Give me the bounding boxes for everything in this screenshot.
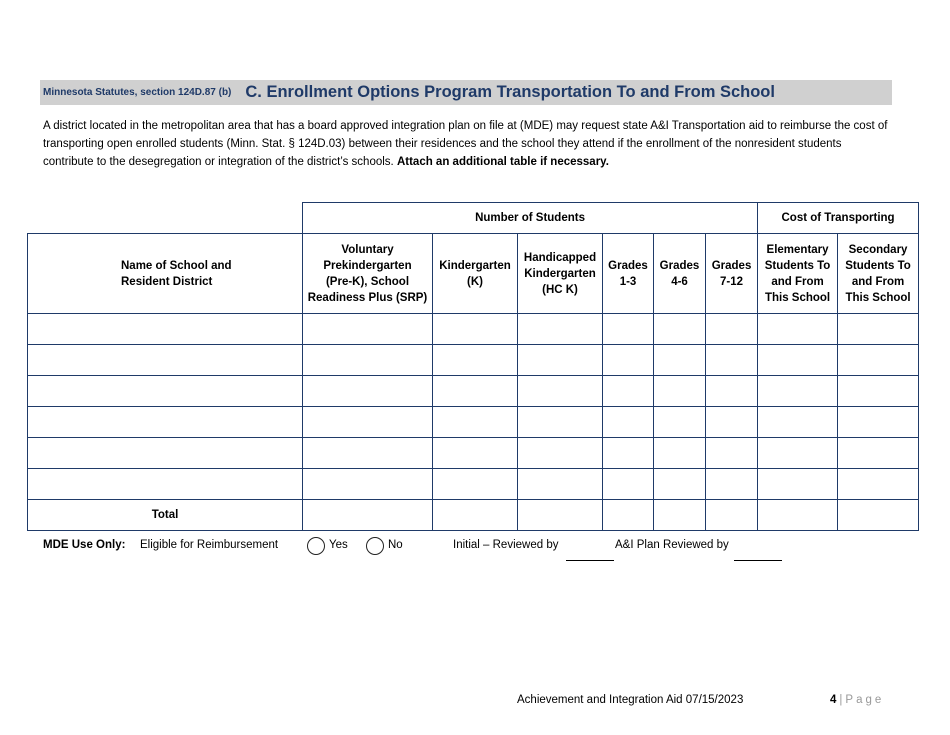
- intro-text: A district located in the metropolitan area that has a board approved integration plan on file at (MDE) may request state A&I Transportation aid to reimburse the cost of transporting open enrolled students (Minn. Stat. § 124D.03) between their residences and the school they attend if the enrollment of the nonresident students contribute to the desegregation or integration of the district’s schools.: [43, 120, 888, 168]
- elem-line2: Students To: [764, 259, 831, 272]
- g712-line1: Grades: [711, 259, 752, 272]
- hck-cell[interactable]: [518, 469, 603, 500]
- g46-cell[interactable]: [654, 407, 706, 438]
- table-row[interactable]: [28, 345, 919, 376]
- elem-cost-cell[interactable]: [758, 407, 838, 438]
- elem-line4: This School: [764, 291, 831, 304]
- intro-paragraph: [43, 117, 893, 171]
- g712-line2: 7-12: [720, 275, 744, 288]
- intro-bold-note: Attach an additional table if necessary.: [396, 156, 609, 168]
- number-of-students-header: Number of Students: [303, 203, 758, 234]
- sec-cost-cell[interactable]: [838, 469, 919, 500]
- prek-cell[interactable]: [303, 376, 433, 407]
- table-row[interactable]: [28, 407, 919, 438]
- g13-cell[interactable]: [603, 438, 654, 469]
- table-group-header-row: [28, 203, 919, 234]
- g46-cell[interactable]: [654, 438, 706, 469]
- cost-of-transporting-header: Cost of Transporting: [758, 203, 919, 234]
- elem-cost-cell[interactable]: [758, 438, 838, 469]
- sec-cost-cell[interactable]: [838, 314, 919, 345]
- hck-line2: Kindergarten: [524, 267, 596, 280]
- prek-cell[interactable]: [303, 438, 433, 469]
- eligible-label: Eligible for Reimbursement: [140, 539, 279, 551]
- g712-cell[interactable]: [706, 407, 758, 438]
- hck-line3: (HC K): [542, 283, 578, 296]
- no-radio[interactable]: [366, 537, 384, 555]
- sec-cost-cell[interactable]: [838, 438, 919, 469]
- g46-cell[interactable]: [654, 469, 706, 500]
- sec-line1: Secondary: [848, 243, 908, 256]
- sec-line3: and From: [851, 275, 905, 288]
- k-cell[interactable]: [433, 407, 518, 438]
- prek-cell[interactable]: [303, 314, 433, 345]
- hck-cell[interactable]: [518, 376, 603, 407]
- prek-line4: Readiness Plus (SRP): [307, 291, 428, 304]
- g46-cell[interactable]: [654, 314, 706, 345]
- g13-cell[interactable]: [603, 345, 654, 376]
- elem-cost-cell[interactable]: [758, 469, 838, 500]
- g712-cell[interactable]: [706, 376, 758, 407]
- yes-label: Yes: [329, 539, 348, 551]
- hck-cell[interactable]: [518, 407, 603, 438]
- secondary-cost-header: [838, 234, 919, 314]
- total-hck-cell[interactable]: [518, 500, 603, 531]
- k-cell[interactable]: [433, 345, 518, 376]
- elem-cost-cell[interactable]: [758, 314, 838, 345]
- elem-line3: and From: [771, 275, 824, 288]
- k-cell[interactable]: [433, 469, 518, 500]
- prek-line1: Voluntary: [341, 243, 394, 256]
- prek-line2: Prekindergarten: [323, 259, 412, 272]
- sec-cost-cell[interactable]: [838, 407, 919, 438]
- enrollment-table: [27, 202, 919, 531]
- elem-cost-cell[interactable]: [758, 345, 838, 376]
- k-cell[interactable]: [433, 438, 518, 469]
- ai-plan-reviewed-line[interactable]: [734, 560, 782, 561]
- page-number: [830, 694, 884, 706]
- school-name-cell[interactable]: [28, 469, 303, 500]
- hck-cell[interactable]: [518, 314, 603, 345]
- total-row: [28, 500, 919, 531]
- page-number-value: 4: [830, 694, 837, 706]
- page-separator: |: [839, 694, 843, 706]
- table-row[interactable]: [28, 438, 919, 469]
- no-label: No: [388, 539, 403, 551]
- table-row[interactable]: [28, 314, 919, 345]
- g712-cell[interactable]: [706, 345, 758, 376]
- g13-cell[interactable]: [603, 376, 654, 407]
- g46-cell[interactable]: [654, 376, 706, 407]
- g13-line1: Grades: [608, 259, 648, 272]
- g13-cell[interactable]: [603, 407, 654, 438]
- statute-reference: Minnesota Statutes, section 124D.87 (b): [43, 87, 232, 98]
- grades-4-6-header: [654, 234, 706, 314]
- mde-use-only-label: MDE Use Only:: [43, 539, 126, 551]
- g712-cell[interactable]: [706, 314, 758, 345]
- section-header-bar: [40, 80, 892, 105]
- grades-7-12-header: [706, 234, 758, 314]
- sec-cost-cell[interactable]: [838, 345, 919, 376]
- total-elem-cost-cell[interactable]: [758, 500, 838, 531]
- page-word: Page: [845, 694, 885, 706]
- name-header-line2: Resident District: [121, 275, 213, 288]
- k-line2: (K): [467, 275, 483, 288]
- initial-reviewed-label: Initial – Reviewed by: [453, 539, 559, 551]
- school-name-cell[interactable]: [28, 345, 303, 376]
- prek-cell[interactable]: [303, 345, 433, 376]
- table-column-header-row: [28, 234, 919, 314]
- mde-use-only-section: [43, 537, 843, 557]
- total-g712-cell[interactable]: [706, 500, 758, 531]
- k-cell[interactable]: [433, 314, 518, 345]
- prek-cell[interactable]: [303, 407, 433, 438]
- g13-line2: 1-3: [619, 275, 637, 288]
- kindergarten-header: [433, 234, 518, 314]
- handicapped-kindergarten-header: [518, 234, 603, 314]
- g13-cell[interactable]: [603, 314, 654, 345]
- total-g13-cell[interactable]: [603, 500, 654, 531]
- prek-header: [303, 234, 433, 314]
- table-row[interactable]: [28, 376, 919, 407]
- sec-line4: This School: [845, 291, 911, 304]
- g13-cell[interactable]: [603, 469, 654, 500]
- section-title: C. Enrollment Options Program Transportation To and From School: [245, 83, 775, 101]
- total-k-cell[interactable]: [433, 500, 518, 531]
- g46-cell[interactable]: [654, 345, 706, 376]
- prek-line3: (Pre-K), School: [325, 275, 410, 288]
- footer-text: Achievement and Integration Aid 07/15/2023: [517, 694, 744, 706]
- school-name-cell[interactable]: [28, 376, 303, 407]
- school-name-cell[interactable]: [28, 314, 303, 345]
- hck-cell[interactable]: [518, 438, 603, 469]
- total-g46-cell[interactable]: [654, 500, 706, 531]
- hck-line1: Handicapped: [523, 251, 597, 264]
- name-of-school-header: [28, 234, 303, 314]
- g46-line1: Grades: [659, 259, 700, 272]
- prek-cell[interactable]: [303, 469, 433, 500]
- school-name-cell[interactable]: [28, 407, 303, 438]
- elem-cost-cell[interactable]: [758, 376, 838, 407]
- table-row[interactable]: [28, 469, 919, 500]
- total-prek-cell[interactable]: [303, 500, 433, 531]
- sec-line2: Students To: [845, 259, 911, 272]
- name-header-line1: Name of School and: [121, 259, 232, 272]
- initial-reviewed-line[interactable]: [566, 560, 614, 561]
- yes-radio[interactable]: [307, 537, 325, 555]
- sec-cost-cell[interactable]: [838, 376, 919, 407]
- g46-line2: 4-6: [671, 275, 688, 288]
- elementary-cost-header: [758, 234, 838, 314]
- g712-cell[interactable]: [706, 469, 758, 500]
- elem-line1: Elementary: [766, 243, 829, 256]
- hck-cell[interactable]: [518, 345, 603, 376]
- school-name-cell[interactable]: [28, 438, 303, 469]
- ai-plan-reviewed-label: A&I Plan Reviewed by: [615, 539, 729, 551]
- k-cell[interactable]: [433, 376, 518, 407]
- k-line1: Kindergarten: [439, 259, 511, 272]
- blank-corner-cell: [28, 203, 303, 234]
- g712-cell[interactable]: [706, 438, 758, 469]
- total-label: Total: [28, 500, 303, 531]
- total-sec-cost-cell[interactable]: [838, 500, 919, 531]
- grades-1-3-header: [603, 234, 654, 314]
